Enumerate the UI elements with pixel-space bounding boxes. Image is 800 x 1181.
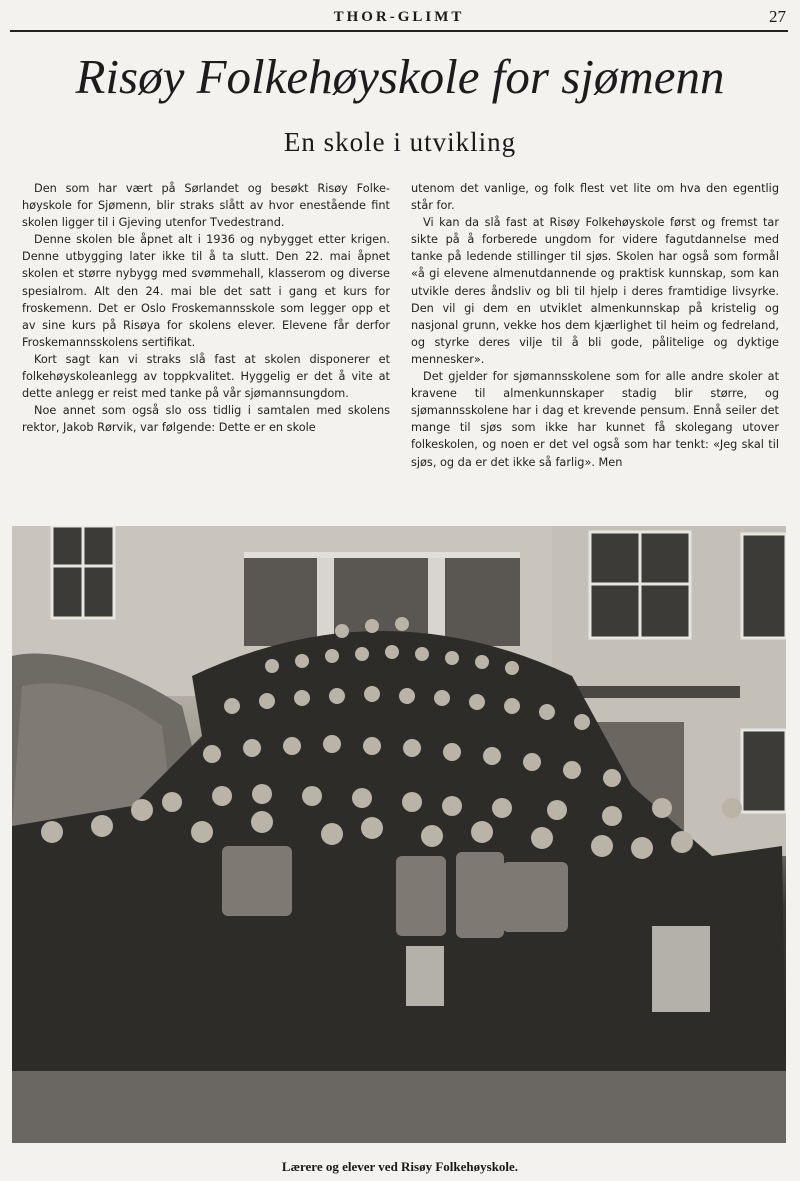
paragraph: Den som har vært på Sørlandet og besøkt Risøy Folke-høyskole for Sjømenn, blir straks slått av hvor enestående fint skolen ligger til i Gjeving utenfor Tvedestrand. [22, 182, 390, 230]
group-photo [12, 526, 786, 1143]
paragraph: utenom det vanlige, og folk flest vet lite om hva den egentlig står for. [411, 182, 779, 213]
paragraph: Denne skolen ble åpnet alt i 1936 og nybygget etter krigen. Denne utbygging later ikke til å ta slutt. Den 22. mai åpnet skolen et større nybygg med svømmehall, klasserom og diverse spesialrom. Alt den 24. mai ble det satt i gang et kurs for froskemenn. Det er Oslo Froskemannsskole som legger opp et av sine kurs på Risøya for skolens elever. Elevene får derfor Froskemannsskolens sertifikat. [22, 233, 390, 349]
left-column [22, 180, 390, 436]
page-number: 27 [769, 7, 786, 26]
right-column [411, 180, 779, 471]
page-header [10, 4, 788, 32]
paragraph: Kort sagt kan vi straks slå fast at skolen disponerer et folkehøyskoleanlegg av toppkvalitet. Hyggelig er det å vite at dette anlegg er reist med tanke på vår sjømannsungdom. [22, 352, 390, 401]
photo-caption: Lærere og elever ved Risøy Folkehøyskole. [281, 1159, 519, 1174]
paragraph: Vi kan da slå fast at Risøy Folkehøyskole først og fremst tar sikte på å forberede ungdom for videre fagutdannelse med tanke på ledende stillinger til sjøs. Skolen har også som formål «å gi elevene almenutdannende og praktisk kunnskap, som kan utvikle deres åndsliv og bli til hjelp i deres framtidige livsyrke. Den vil gi dem en utviklet almenkunnskap på kristelig og nasjonal grunn, vekke hos dem kjærlighet til heim og fedreland, og styrke deres vilje til å bli gode, pålitelige og dyktige mennesker». [411, 216, 779, 366]
masthead: THOR-GLIMT [333, 9, 465, 25]
article-title: Risøy Folkehøyskole for sjømenn [75, 49, 725, 104]
group-photo-illustration [12, 526, 786, 1143]
paragraph: Det gjelder for sjømannsskolene som for alle andre skoler at kravene til almenkunnskaper stadig blir større, og sjømannsskolene har i dag et krevende pensum. Ennå seiler det mange til sjøs som ikke har kunnet få skolegang utover folkeskolen, og noen er det vel også som har tenkt: «Jeg skal til sjøs, og da er det ikke så farlig». Men [411, 370, 779, 469]
paragraph: Noe annet som også slo oss tidlig i samtalen med skolens rektor, Jakob Rørvik, var følgende: Dette er en skole [22, 404, 390, 435]
article-subtitle: En skole i utvikling [283, 127, 517, 157]
